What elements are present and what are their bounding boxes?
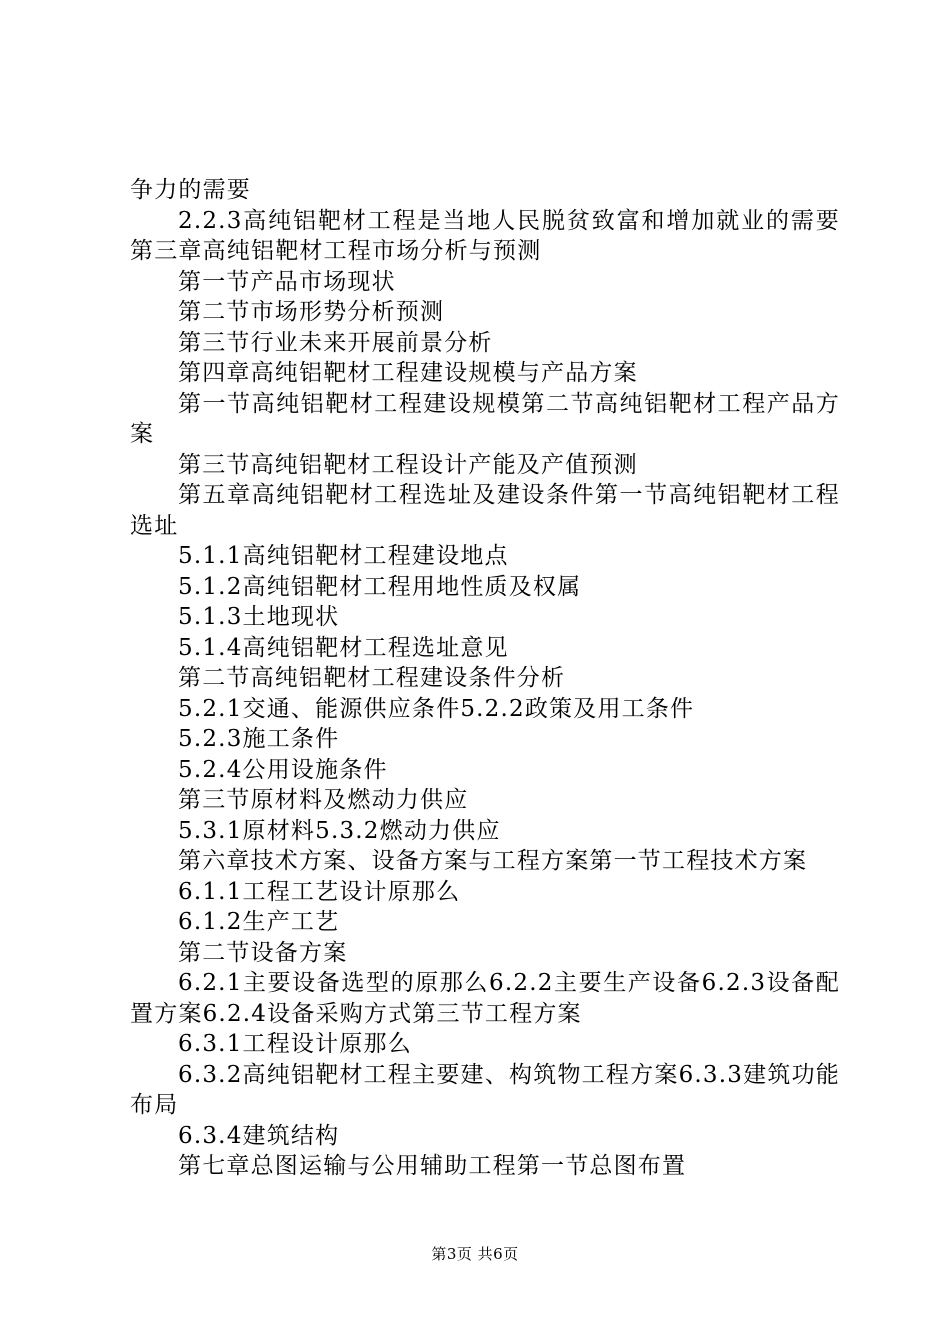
paragraph-19: 5.3.1原材料5.3.2燃动力供应 (178, 817, 501, 844)
paragraph-14: 第二节高纯铝靶材工程建设条件分析 (178, 665, 566, 691)
paragraph-7: 第一节高纯铝靶材工程建设规模第二节高纯铝靶材工程产品方案 (130, 390, 840, 447)
paragraph-16: 5.2.3施工条件 (178, 726, 340, 752)
paragraph-11: 5.1.2高纯铝靶材工程用地性质及权属 (178, 573, 582, 600)
paragraph-21: 6.1.1工程工艺设计原那么 (178, 878, 461, 905)
paragraph-24: 6.2.1主要设备选型的原那么6.2.2主要生产设备6.2.3设备配置方案6.2.4设备采购方式第三节工程方案 (130, 970, 840, 1027)
paragraph-17: 5.2.4公用设施条件 (178, 756, 388, 783)
paragraph-27: 6.3.4建筑结构 (178, 1122, 340, 1149)
paragraph-12: 5.1.3土地现状 (178, 604, 340, 630)
paragraph-20: 第六章技术方案、设备方案与工程方案第一节工程技术方案 (178, 848, 808, 874)
paragraph-2: 2.2.3高纯铝靶材工程是当地人民脱贫致富和增加就业的需要第三章高纯铝靶材工程市场分析与预测 (130, 207, 840, 264)
paragraph-10: 5.1.1高纯铝靶材工程建设地点 (178, 543, 509, 569)
paragraph-22: 6.1.2生产工艺 (178, 909, 340, 935)
paragraph-5: 第三节行业未来开展前景分析 (178, 329, 493, 356)
paragraph-9: 第五章高纯铝靶材工程选址及建设条件第一节高纯铝靶材工程选址 (130, 482, 840, 539)
paragraph-28: 第七章总图运输与公用辅助工程第一节总图布置 (178, 1153, 687, 1179)
paragraph-13: 5.1.4高纯铝靶材工程选址意见 (178, 634, 509, 661)
paragraph-4: 第二节市场形势分析预测 (178, 299, 445, 325)
paragraph-8: 第三节高纯铝靶材工程设计产能及产值预测 (178, 451, 638, 478)
paragraph-26: 6.3.2高纯铝靶材工程主要建、构筑物工程方案6.3.3建筑功能布局 (130, 1061, 840, 1118)
document-body (130, 175, 840, 1182)
page-number-label: 第3页 共6页 (431, 1245, 519, 1263)
paragraph-25: 6.3.1工程设计原那么 (178, 1031, 412, 1057)
paragraph-18: 第三节原材料及燃动力供应 (178, 787, 469, 813)
paragraph-3: 第一节产品市场现状 (178, 268, 396, 295)
paragraph-6: 第四章高纯铝靶材工程建设规模与产品方案 (178, 360, 638, 386)
paragraph-15: 5.2.1交通、能源供应条件5.2.2政策及用工条件 (178, 695, 695, 722)
page-footer (0, 1243, 950, 1264)
paragraph-1: 争力的需要 (130, 177, 251, 203)
paragraph-23: 第二节设备方案 (178, 939, 348, 966)
